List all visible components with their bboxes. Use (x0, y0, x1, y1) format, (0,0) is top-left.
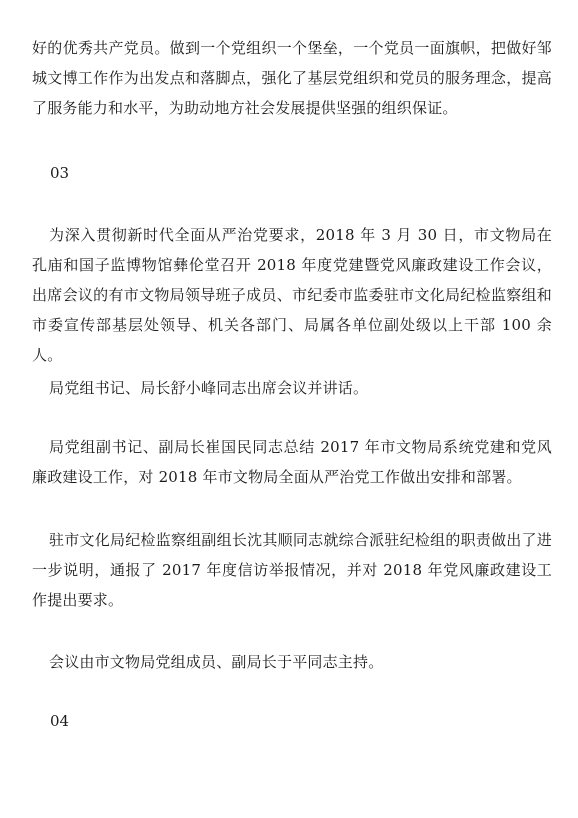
paragraph-discipline: 驻市文化局纪检监察组副组长沈其顺同志就综合派驻纪检组的职责做出了进一步说明，通报了 2017 年度信访举报情况，并对 2018 年党风廉政建设工作提出要求。 (32, 531, 552, 609)
paragraph-party-members: 好的优秀共产党员。做到一个党组织一个堡垒，一个党员一面旗帜，把做好邹城文博工作作为出发点和落脚点，强化了基层党组织和党员的服务理念，提高了服务能力和水平，为助动地方社会发展提供坚强的组织保证。 (32, 39, 552, 117)
section-number-03: 03 (50, 164, 70, 182)
section-number-04: 04 (50, 712, 70, 730)
paragraph-speech: 局党组书记、局长舒小峰同志出席会议并讲话。 (49, 379, 369, 397)
paragraph-summary: 局党组副书记、副局长崔国民同志总结 2017 年市文物局系统党建和党风廉政建设工作，对 2018 年市文物局全面从严治党工作做出安排和部署。 (32, 438, 552, 486)
paragraph-host: 会议由市文物局党组成员、副局长于平同志主持。 (49, 653, 384, 671)
paragraph-meeting-intro: 为深入贯彻新时代全面从严治党要求，2018 年 3 月 30 日，市文物局在孔庙和国子监博物馆彝伦堂召开 2018 年度党建暨党风廉政建设工作会议，出席会议的有市文物局领导班子成员、市纪委市监委驻市文化局纪检监察组和市委宣传部基层处领导、机关各部门、局属各单位副处级以上干部 100 余人。 (32, 226, 552, 364)
